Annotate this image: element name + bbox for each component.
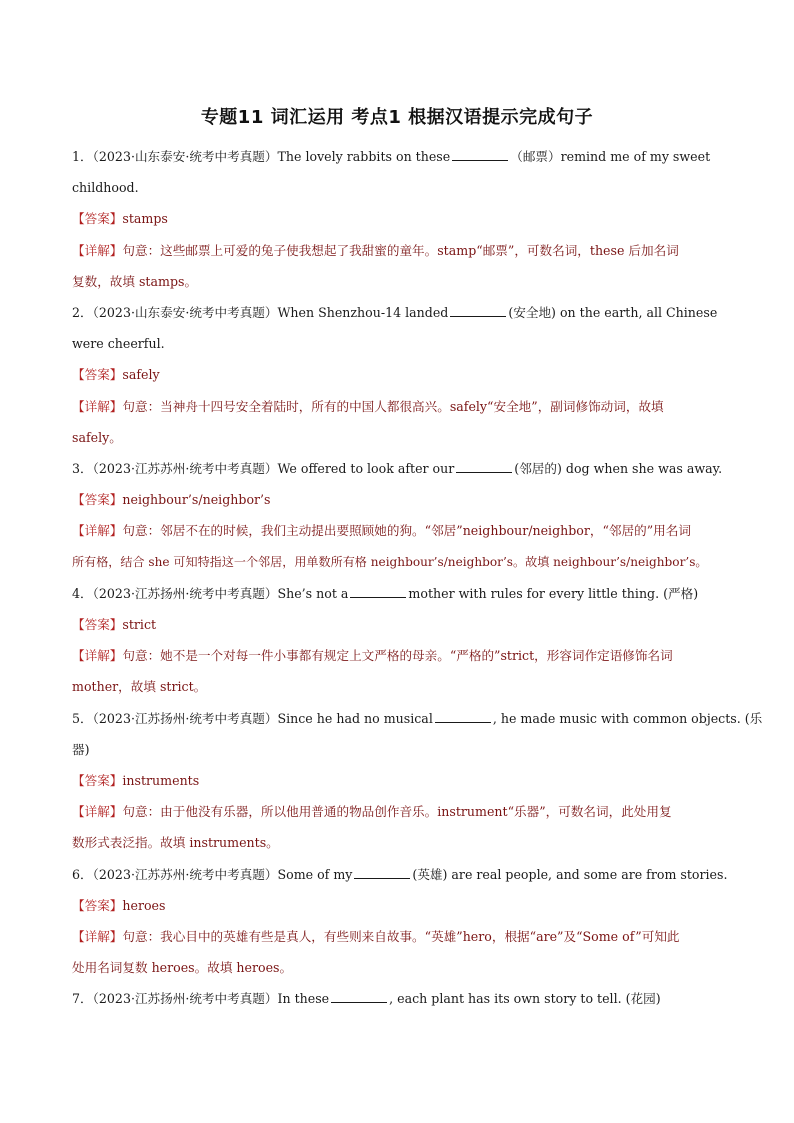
question-line: [72, 297, 724, 328]
question-line: [72, 141, 724, 172]
answer-text: strict: [122, 617, 157, 633]
question-line: [72, 172, 724, 203]
answer-tag: 【答案】: [72, 211, 123, 227]
page-title: 专题11 词汇运用 考点1 根据汉语提示完成句子: [200, 107, 594, 128]
question-text: childhood.: [72, 180, 139, 196]
answer-line: [72, 890, 724, 921]
detail-text: 所有格，结合 she 可知特指这一个邻居，用单数所有格 neighbour’s/neighbor’s。故填 neighbour’s/neighbor’s。: [72, 554, 708, 569]
answer-line: [72, 484, 724, 515]
question-line: [72, 703, 763, 734]
detail-tag: 【详解】: [72, 804, 123, 820]
detail-line: [72, 671, 724, 702]
detail-text: mother，故填 strict。: [72, 679, 207, 695]
answer-text: instruments: [122, 773, 200, 789]
answer-text: stamps: [122, 211, 168, 227]
detail-line: [72, 515, 724, 546]
question-text: 4．（2023·江苏扬州·统考中考真题）She’s not a: [72, 585, 349, 601]
detail-line: [72, 235, 724, 266]
question-text: (英雄) are real people, and some are from stories.: [412, 866, 728, 882]
answer-line: [72, 359, 724, 390]
answer-tag: 【答案】: [72, 897, 123, 913]
question-text: 1．（2023·山东泰安·统考中考真题）The lovely rabbits on these: [72, 149, 451, 164]
answer-blank: [354, 866, 410, 879]
answer-line: [72, 609, 724, 640]
detail-text: 句意：由于他没有乐器，所以他用普通的物品创作音乐。instrument“乐器”，可数名词，此处用复: [122, 804, 672, 820]
question-text: 器): [72, 741, 90, 757]
detail-tag: 【详解】: [72, 398, 123, 414]
answer-blank: [331, 990, 387, 1003]
question-text: 5．（2023·江苏扬州·统考中考真题）Since he had no musical: [72, 710, 433, 726]
answer-blank: [350, 585, 406, 598]
detail-line: [72, 921, 724, 952]
question-text: were cheerful.: [72, 336, 165, 352]
question-line: [72, 734, 724, 765]
question-text: , he made music with common objects. (乐: [492, 710, 763, 726]
question-line: [72, 859, 728, 890]
detail-text: 句意：当神舟十四号安全着陆时，所有的中国人都很高兴。safely“安全地”，副词修饰动词，故填: [122, 398, 664, 414]
detail-line: [72, 952, 724, 983]
question-text: 3．（2023·江苏苏州·统考中考真题）We offered to look after our: [72, 461, 455, 477]
question-line: [72, 578, 724, 609]
detail-tag: 【详解】: [72, 929, 123, 945]
detail-text: 处用名词复数 heroes。故填 heroes。: [72, 960, 293, 976]
detail-line: [72, 796, 724, 827]
detail-line: [72, 640, 724, 671]
question-line: [72, 328, 724, 359]
question-text: (邻居的) dog when she was away.: [514, 461, 723, 477]
question-text: 7．（2023·江苏扬州·统考中考真题）In these: [72, 991, 330, 1007]
question-text: 6．（2023·江苏苏州·统考中考真题）Some of my: [72, 866, 353, 882]
detail-tag: 【详解】: [72, 523, 123, 539]
answer-text: heroes: [122, 897, 166, 913]
detail-line: [72, 827, 724, 858]
question-text: （邮票）remind me of my sweet: [510, 149, 711, 164]
question-text: (安全地) on the earth, all Chinese: [508, 305, 718, 321]
detail-line: [72, 266, 724, 297]
answer-tag: 【答案】: [72, 367, 123, 383]
detail-tag: 【详解】: [72, 648, 123, 664]
answer-blank: [450, 304, 506, 317]
detail-text: 句意：她不是一个对每一件小事都有规定上文严格的母亲。“严格的”strict，形容词作定语修饰名词: [122, 648, 673, 664]
question-text: , each plant has its own story to tell. (花园): [389, 991, 661, 1007]
detail-text: 句意：我心目中的英雄有些是真人，有些则来自故事。“英雄”hero，根据“are”及“Some of”可知此: [122, 929, 680, 945]
answer-tag: 【答案】: [72, 773, 123, 789]
answer-text: neighbour’s/neighbor’s: [122, 492, 271, 508]
detail-text: 数形式表泛指。故填 instruments。: [72, 835, 279, 851]
detail-text: safely。: [72, 429, 122, 445]
detail-text: 句意：这些邮票上可爱的兔子使我想起了我甜蜜的童年。stamp“邮票”，可数名词，these 后加名词: [122, 242, 679, 258]
answer-line: [72, 765, 724, 796]
detail-line: [72, 391, 724, 422]
question-text: 2．（2023·山东泰安·统考中考真题）When Shenzhou-14 landed: [72, 305, 449, 321]
answer-text: safely: [122, 367, 160, 383]
answer-blank: [435, 710, 491, 723]
question-line: [72, 983, 724, 1014]
detail-text: 复数，故填 stamps。: [72, 273, 198, 289]
question-line: [72, 453, 724, 484]
question-text: mother with rules for every little thing. (严格): [408, 585, 699, 601]
detail-line: [72, 422, 724, 453]
detail-line: [72, 547, 724, 578]
answer-tag: 【答案】: [72, 492, 123, 508]
answer-blank: [452, 148, 508, 161]
answer-tag: 【答案】: [72, 617, 123, 633]
detail-text: 句意：邻居不在的时候，我们主动提出要照顾她的狗。“邻居”neighbour/neighbor，“邻居的”用名词: [122, 523, 691, 539]
question-list: [72, 141, 763, 1015]
answer-line: [72, 203, 724, 234]
answer-blank: [456, 460, 512, 473]
detail-tag: 【详解】: [72, 242, 123, 258]
